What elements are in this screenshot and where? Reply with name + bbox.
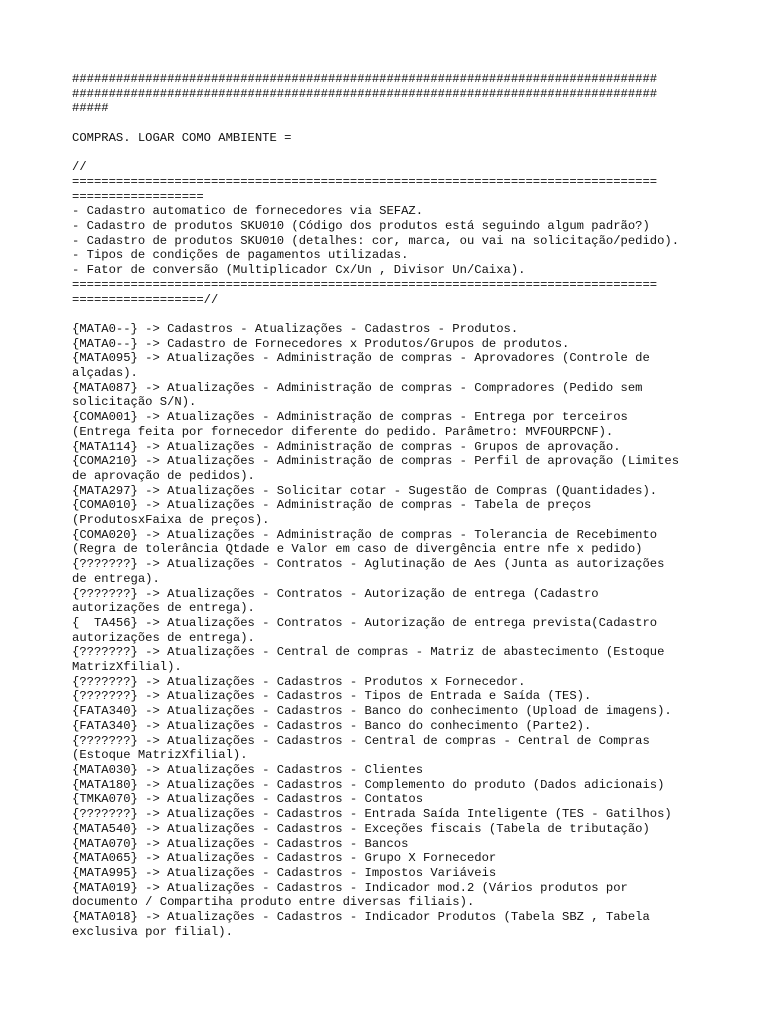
checklist-item: - Cadastro de produtos SKU010 (detalhes: cor, marca, ou vai na solicitação/pedido).: [72, 233, 680, 248]
checklist-item: - Tipos de condições de pagamentos utilizadas.: [72, 248, 409, 263]
routine-entry-continuation: exclusiva por filial).: [72, 924, 233, 939]
hash-banner-line: ################################################################################: [72, 86, 658, 101]
routine-entry-continuation: autorizações de entrega).: [72, 630, 255, 645]
routine-entry: {???????} -> Atualizações - Contratos - Autorização de entrega (Cadastro: [72, 586, 599, 601]
section-heading: COMPRAS. LOGAR COMO AMBIENTE =: [72, 130, 292, 145]
routine-entry-continuation: de entrega).: [72, 571, 160, 586]
routine-entry-continuation: documento / Compartiha produto entre diversas filiais).: [72, 895, 475, 910]
routine-entry: {MATA0--} -> Cadastro de Fornecedores x Produtos/Grupos de produtos.: [72, 336, 570, 351]
separator-line: ================================================================================: [72, 277, 658, 292]
routine-entry: {COMA020} -> Atualizações - Administração de compras - Tolerancia de Recebimento: [72, 527, 658, 542]
routine-entry: {MATA018} -> Atualizações - Cadastros - Indicador Produtos (Tabela SBZ , Tabela: [72, 910, 650, 925]
routine-entry-continuation: solicitação S/N).: [72, 395, 197, 410]
routine-entry: {MATA540} -> Atualizações - Cadastros - Exceções fiscais (Tabela de tributação): [72, 821, 650, 836]
routine-entry: {???????} -> Atualizações - Central de compras - Matriz de abastecimento (Estoque: [72, 645, 665, 660]
separator-line: ==================//: [72, 292, 219, 307]
routine-entry-continuation: (Estoque MatrizXfilial).: [72, 748, 248, 763]
routine-entry-continuation: (Entrega feita por fornecedor diferente do pedido. Parâmetro: MVFOURPCNF).: [72, 424, 614, 439]
routine-entry: {MATA065} -> Atualizações - Cadastros - Grupo X Fornecedor: [72, 851, 497, 866]
routine-entry: {???????} -> Atualizações - Cadastros - Produtos x Fornecedor.: [72, 674, 526, 689]
routine-entry: {MATA019} -> Atualizações - Cadastros - Indicador mod.2 (Vários produtos por: [72, 880, 628, 895]
routine-entry-continuation: de aprovação de pedidos).: [72, 468, 255, 483]
routine-entry: {MATA995} -> Atualizações - Cadastros - Impostos Variáveis: [72, 865, 497, 880]
routine-entry: {???????} -> Atualizações - Cadastros - Tipos de Entrada e Saída (TES).: [72, 689, 592, 704]
routine-entry: {MATA095} -> Atualizações - Administração de compras - Aprovadores (Controle de: [72, 351, 650, 366]
routine-entry: {COMA001} -> Atualizações - Administração de compras - Entrega por terceiros: [72, 410, 628, 425]
routine-entry-continuation: alçadas).: [72, 366, 138, 381]
routine-entry: {COMA010} -> Atualizações - Administração de compras - Tabela de preços: [72, 498, 592, 513]
routine-entry: {???????} -> Atualizações - Cadastros - Entrada Saída Inteligente (TES - Gatilhos): [72, 807, 672, 822]
separator-line: ==================: [72, 189, 204, 204]
routine-entry: {FATA340} -> Atualizações - Cadastros - Banco do conhecimento (Upload de imagens).: [72, 704, 672, 719]
routine-entry: {MATA180} -> Atualizações - Cadastros - Complemento do produto (Dados adicionais): [72, 777, 665, 792]
checklist-item: - Fator de conversão (Multiplicador Cx/Un , Divisor Un/Caixa).: [72, 263, 526, 278]
routine-entry: {MATA087} -> Atualizações - Administração de compras - Compradores (Pedido sem: [72, 380, 643, 395]
routine-entry-continuation: (ProdutosxFaixa de preços).: [72, 513, 270, 528]
routine-entry-continuation: autorizações de entrega).: [72, 601, 255, 616]
routine-entry: {TMKA070} -> Atualizações - Cadastros - Contatos: [72, 792, 424, 807]
separator-line: ================================================================================: [72, 174, 658, 189]
hash-banner-line: ################################################################################: [72, 72, 658, 86]
routine-entry: {???????} -> Atualizações - Contratos - Aglutinação de Aes (Junta as autorizações: [72, 557, 665, 572]
routine-entry: {MATA297} -> Atualizações - Solicitar cotar - Sugestão de Compras (Quantidades).: [72, 483, 658, 498]
routine-entry: {MATA114} -> Atualizações - Administração de compras - Grupos de aprovação.: [72, 439, 621, 454]
routine-entry: {FATA340} -> Atualizações - Cadastros - Banco do conhecimento (Parte2).: [72, 718, 592, 733]
checklist-item: - Cadastro automatico de fornecedores via SEFAZ.: [72, 204, 424, 219]
blank-line: [72, 146, 712, 161]
document-page: [72, 72, 712, 939]
routine-entry: {MATA0--} -> Cadastros - Atualizações - Cadastros - Produtos.: [72, 321, 519, 336]
hash-banner-line: #####: [72, 101, 109, 116]
comment-marker: //: [72, 160, 87, 175]
blank-line: [72, 116, 712, 131]
routine-entry: {???????} -> Atualizações - Cadastros - Central de compras - Central de Compras: [72, 733, 650, 748]
checklist-item: - Cadastro de produtos SKU010 (Código dos produtos está seguindo algum padrão?): [72, 219, 650, 233]
routine-entry-continuation: (Regra de tolerância Qtdade e Valor em caso de divergência entre nfe x pedido): [72, 542, 643, 557]
routine-entry-continuation: MatrizXfilial).: [72, 660, 182, 675]
routine-entry: {COMA210} -> Atualizações - Administração de compras - Perfil de aprovação (Limites: [72, 454, 680, 469]
routine-entry: { TA456} -> Atualizações - Contratos - Autorização de entrega prevista(Cadastro: [72, 615, 658, 630]
routine-entry: {MATA070} -> Atualizações - Cadastros - Bancos: [72, 836, 409, 851]
routine-entry: {MATA030} -> Atualizações - Cadastros - Clientes: [72, 763, 424, 777]
blank-line: [72, 307, 712, 322]
